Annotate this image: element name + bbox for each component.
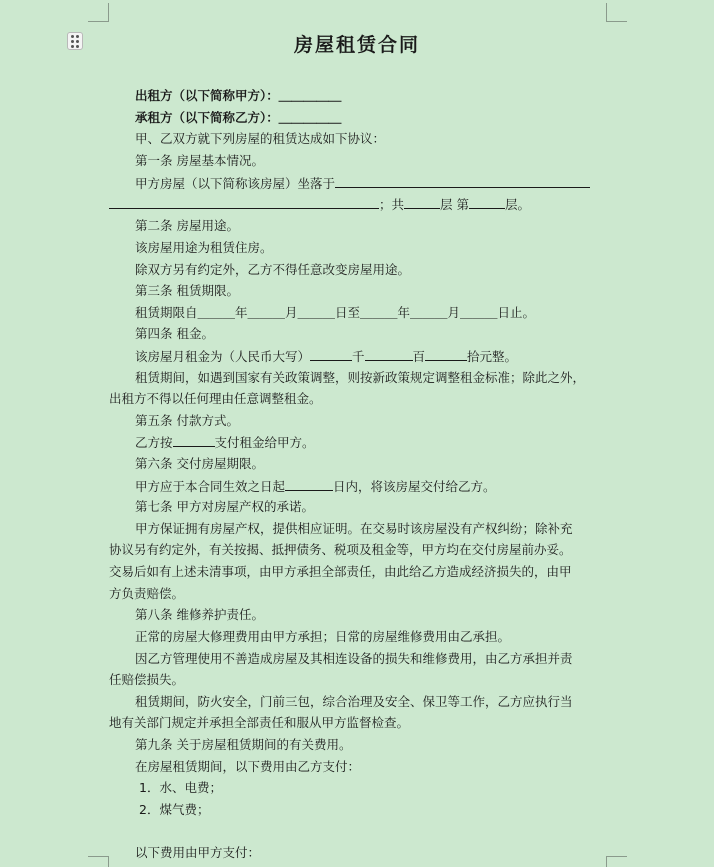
page-corner-mark xyxy=(606,3,627,22)
paragraph: 任赔偿损失。 xyxy=(109,672,185,687)
paragraph: 租赁期间，如遇到国家有关政策调整，则按新政策规定调整租金标准；除此之外， xyxy=(135,370,586,385)
paragraph: 租赁期限自＿＿＿年＿＿＿月＿＿＿日至＿＿＿年＿＿＿月＿＿＿日止。 xyxy=(135,305,536,320)
lessee-line: 承租方（以下简称乙方）：＿＿＿＿＿ xyxy=(135,110,342,125)
article-heading: 第四条 租金。 xyxy=(135,326,214,341)
paragraph: 因乙方管理使用不善造成房屋及其相连设备的损失和维修费用，由乙方承担并责 xyxy=(135,651,573,666)
paragraph: 甲方保证拥有房屋产权，提供相应证明。在交易时该房屋没有产权纠纷；除补充 xyxy=(135,521,573,536)
article-heading: 第三条 租赁期限。 xyxy=(135,283,239,298)
paragraph: 该房屋月租金为（人民币大写） 千 百 拾元整。 xyxy=(135,349,518,364)
article-heading: 第五条 付款方式。 xyxy=(135,413,239,428)
article-heading: 第六条 交付房屋期限。 xyxy=(135,456,264,471)
article-heading: 第二条 房屋用途。 xyxy=(135,218,239,233)
document-title: 房屋租赁合同 xyxy=(293,34,420,56)
paragraph: 在房屋租赁期间，以下费用由乙方支付： xyxy=(135,759,361,774)
paragraph: 交易后如有上述未清事项，由甲方承担全部责任，由此给乙方造成经济损失的，由甲 xyxy=(109,564,572,579)
list-item: 2．煤气费； xyxy=(139,802,210,817)
paragraph: 地有关部门规定并承担全部责任和服从甲方监督检查。 xyxy=(109,715,410,730)
paragraph: 协议另有约定外，有关按揭、抵押债务、税项及租金等，甲方均在交付房屋前办妥。 xyxy=(109,542,572,557)
paragraph: 正常的房屋大修理费用由甲方承担；日常的房屋维修费用由乙承担。 xyxy=(135,629,511,644)
paragraph: 租赁期间，防火安全，门前三包，综合治理及安全、保卫等工作，乙方应执行当 xyxy=(135,694,573,709)
paragraph: 该房屋用途为租赁住房。 xyxy=(135,240,273,255)
article-heading: 第一条 房屋基本情况。 xyxy=(135,153,264,168)
paragraph: 甲方应于本合同生效之日起 日内，将该房屋交付给乙方。 xyxy=(135,479,496,494)
lessor-line: 出租方（以下简称甲方）：＿＿＿＿＿ xyxy=(135,88,342,103)
article-heading: 第九条 关于房屋租赁期间的有关费用。 xyxy=(135,737,352,752)
paragraph: 甲、乙双方就下列房屋的租赁达成如下协议： xyxy=(135,131,386,146)
paragraph: ；共 层 第 层。 xyxy=(109,196,609,213)
paragraph: 出租方不得以任何理由任意调整租金。 xyxy=(109,391,322,406)
list-item: 1．水、电费； xyxy=(139,780,222,795)
page-corner-mark xyxy=(88,3,109,22)
paragraph: 乙方按 支付租金给甲方。 xyxy=(135,435,315,450)
article-heading: 第八条 维修养护责任。 xyxy=(135,607,264,622)
page-corner-mark xyxy=(88,856,109,867)
paragraph: 甲方房屋（以下简称该房屋）坐落于 xyxy=(109,175,635,192)
article-heading: 第七条 甲方对房屋产权的承诺。 xyxy=(135,499,314,514)
paragraph: 方负责赔偿。 xyxy=(109,586,185,601)
paragraph: 以下费用由甲方支付： xyxy=(135,845,261,860)
paragraph: 除双方另有约定外，乙方不得任意改变房屋用途。 xyxy=(135,262,411,277)
